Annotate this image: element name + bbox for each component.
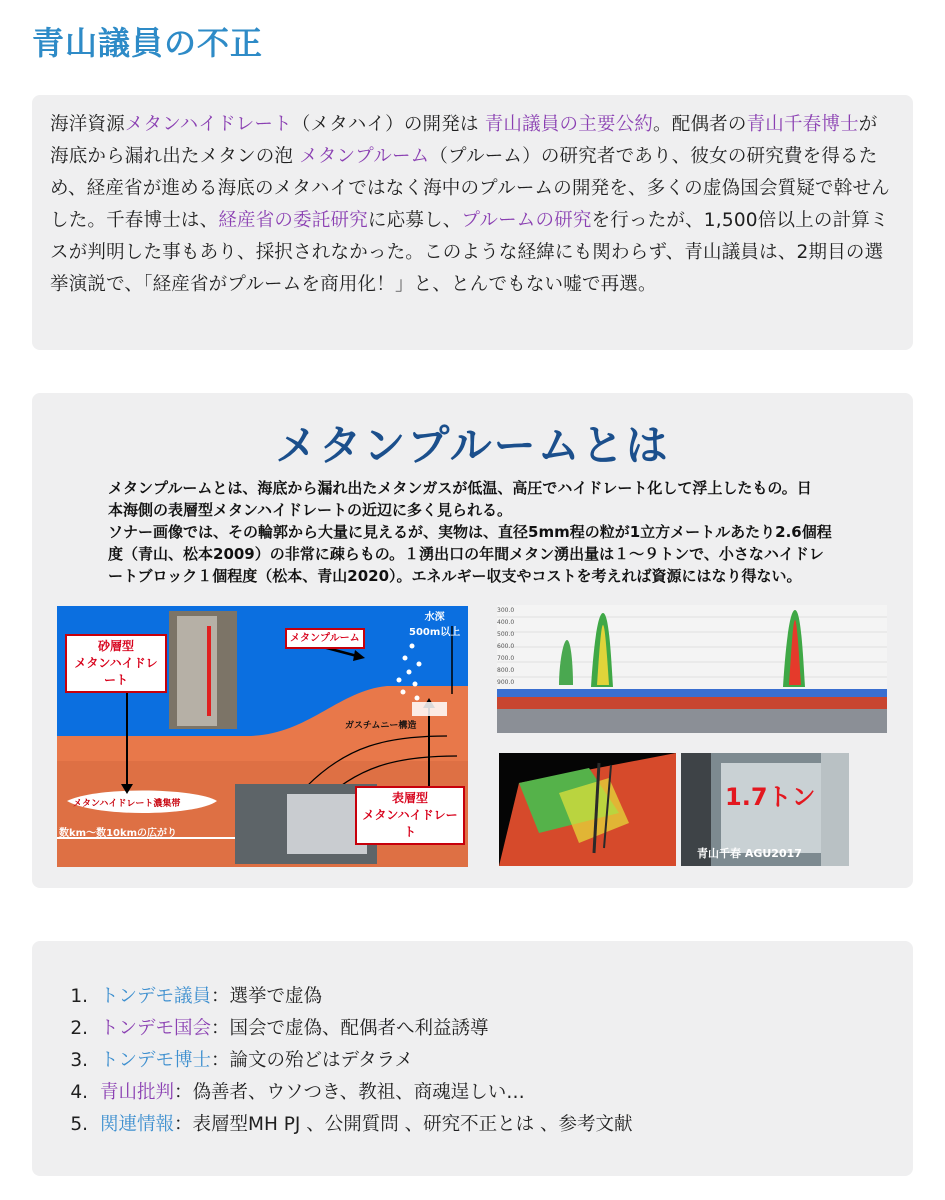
link-tondemo-diet[interactable]: トンデモ国会 [100,1018,212,1039]
desc-line: ートブロック１個程度（松本、青山2020）。エネルギー収支やコストを考えれば資源にはなり得ない。 [108,567,802,585]
links-list [56,981,633,1141]
link-tondemo-member[interactable]: トンデモ議員 [100,986,212,1007]
desc-line: 度（青山、松本2009）の非常に疎らもの。１湧出口の年間メタン湧出量は１〜９トンで、小さなハイドレ [108,545,824,563]
intro-text: （プルーム）の研究者であり、彼女の研究費を得るため、経産省が進める海底のメタハイではなく海中のプルームの開発を、多くの虚偽国会質疑で斡せんした。千春博士は、 [50,146,890,231]
bathymetry-image [499,753,676,866]
sonar-tick: 800.0 [497,667,515,674]
link-dr-chiharu[interactable]: 青山千春博士 [746,114,859,135]
list-number: 1. [70,986,88,1007]
sonar-tick: 700.0 [497,655,515,662]
list-item [56,1077,633,1109]
surface-hydrate-label [355,786,465,845]
list-text: ：偽善者、ウソつき、教祖、商魂逞しい… [174,1082,525,1103]
intro-text: に応募し、 [367,210,462,231]
list-number: 4. [70,1082,88,1103]
list-text: ：国会で虚偽、配偶者へ利益誘導 [211,1018,489,1039]
link-aoyama-criticism[interactable]: 青山批判 [100,1082,175,1103]
photo-amount: 1.7トン [725,783,816,811]
link-main-pledge[interactable]: 青山議員の主要公約 [484,114,654,135]
photo-credit: 青山千春 AGU2017 [697,847,802,860]
link-methane-hydrate[interactable]: メタンハイドレート [124,114,292,135]
sand-label-line: 砂層型 [97,639,134,653]
intro-text: 。配偶者の [653,114,747,135]
list-number: 5. [70,1114,88,1135]
intro-text: を行ったが、1,500倍以上の計算ミスが判明した事もあり、採択されなかった。このような経緯にも関わらず、青山議員は、2期目の選挙演説で、「経産省がプルームを商用化！」と、とんでもない嘘で再選。 [50,210,889,295]
list-item [56,1109,633,1141]
sand-label-line: メタンハイドレート [74,656,158,687]
extent-label: 数km～数10kmの広がり [59,828,178,839]
sonar-tick: 900.0 [497,679,515,686]
surface-label-line: 表層型 [391,791,428,805]
sonar-tick: 600.0 [497,643,515,650]
list-text: ：選挙で虚偽 [211,986,323,1007]
intro-text: 海洋資源 [50,114,125,135]
list-number: 3. [70,1050,88,1071]
list-number: 2. [70,1018,88,1039]
bathymetry-graphic [499,753,676,866]
sonar-tick: 500.0 [497,631,515,638]
intro-text: （メタハイ）の開発は [291,114,485,135]
desc-line: メタンプルームとは、海底から漏れ出たメタンガスが低温、高圧でハイドレート化して浮上したもの。日 [108,479,812,497]
hydrate-diagram [57,606,468,867]
intro-text: が海底から漏れ出たメタンの泡 [50,114,878,167]
list-text: ：論文の殆どはデタラメ [211,1050,414,1071]
band-label: メタンハイドレート濃集帯 [73,799,181,809]
intro-box [32,95,913,350]
link-methane-plume[interactable]: メタンプルーム [299,146,430,167]
depth-label [409,608,460,638]
sonar-tick: 300.0 [497,607,515,614]
list-item [56,981,633,1013]
chimney-label: ガスチムニー構造 [345,721,417,731]
desc-line: 本海側の表層型メタンハイドレートの近辺に多く見られる。 [108,501,512,519]
desc-line: ソナー画像では、その輪郭から大量に見えるが、実物は、直径5mm程の粒が1立方メートルあたり2.6個程 [108,523,832,541]
link-related-info[interactable]: 関連情報 [100,1114,175,1135]
page-title: 青山議員の不正 [32,24,264,62]
sonar-axis [497,605,514,689]
sand-hydrate-label [65,634,167,693]
infographic-description [108,477,898,587]
depth-line: 水深 [424,612,445,623]
surface-label-line: メタンハイドレート [362,808,458,839]
hydrate-photo [681,753,849,866]
infographic-title: メタンプルームとは [275,421,670,470]
plume-label: メタンプルーム [285,628,365,649]
link-tondemo-doctor[interactable]: トンデモ博士 [100,1050,212,1071]
list-item [56,1013,633,1045]
sonar-graphic [497,605,887,733]
sonar-tick: 400.0 [497,619,515,626]
depth-line: 500m以上 [409,627,461,638]
link-plume-research[interactable]: プルームの研究 [461,210,592,231]
list-item [56,1045,633,1077]
links-box [32,941,913,1176]
link-meti-research[interactable]: 経産省の委託研究 [218,210,368,231]
sonar-image [497,605,887,733]
intro-paragraph [50,109,893,301]
list-text: ：表層型MH PJ 、公開質問 、研究不正とは 、参考文献 [174,1114,633,1135]
